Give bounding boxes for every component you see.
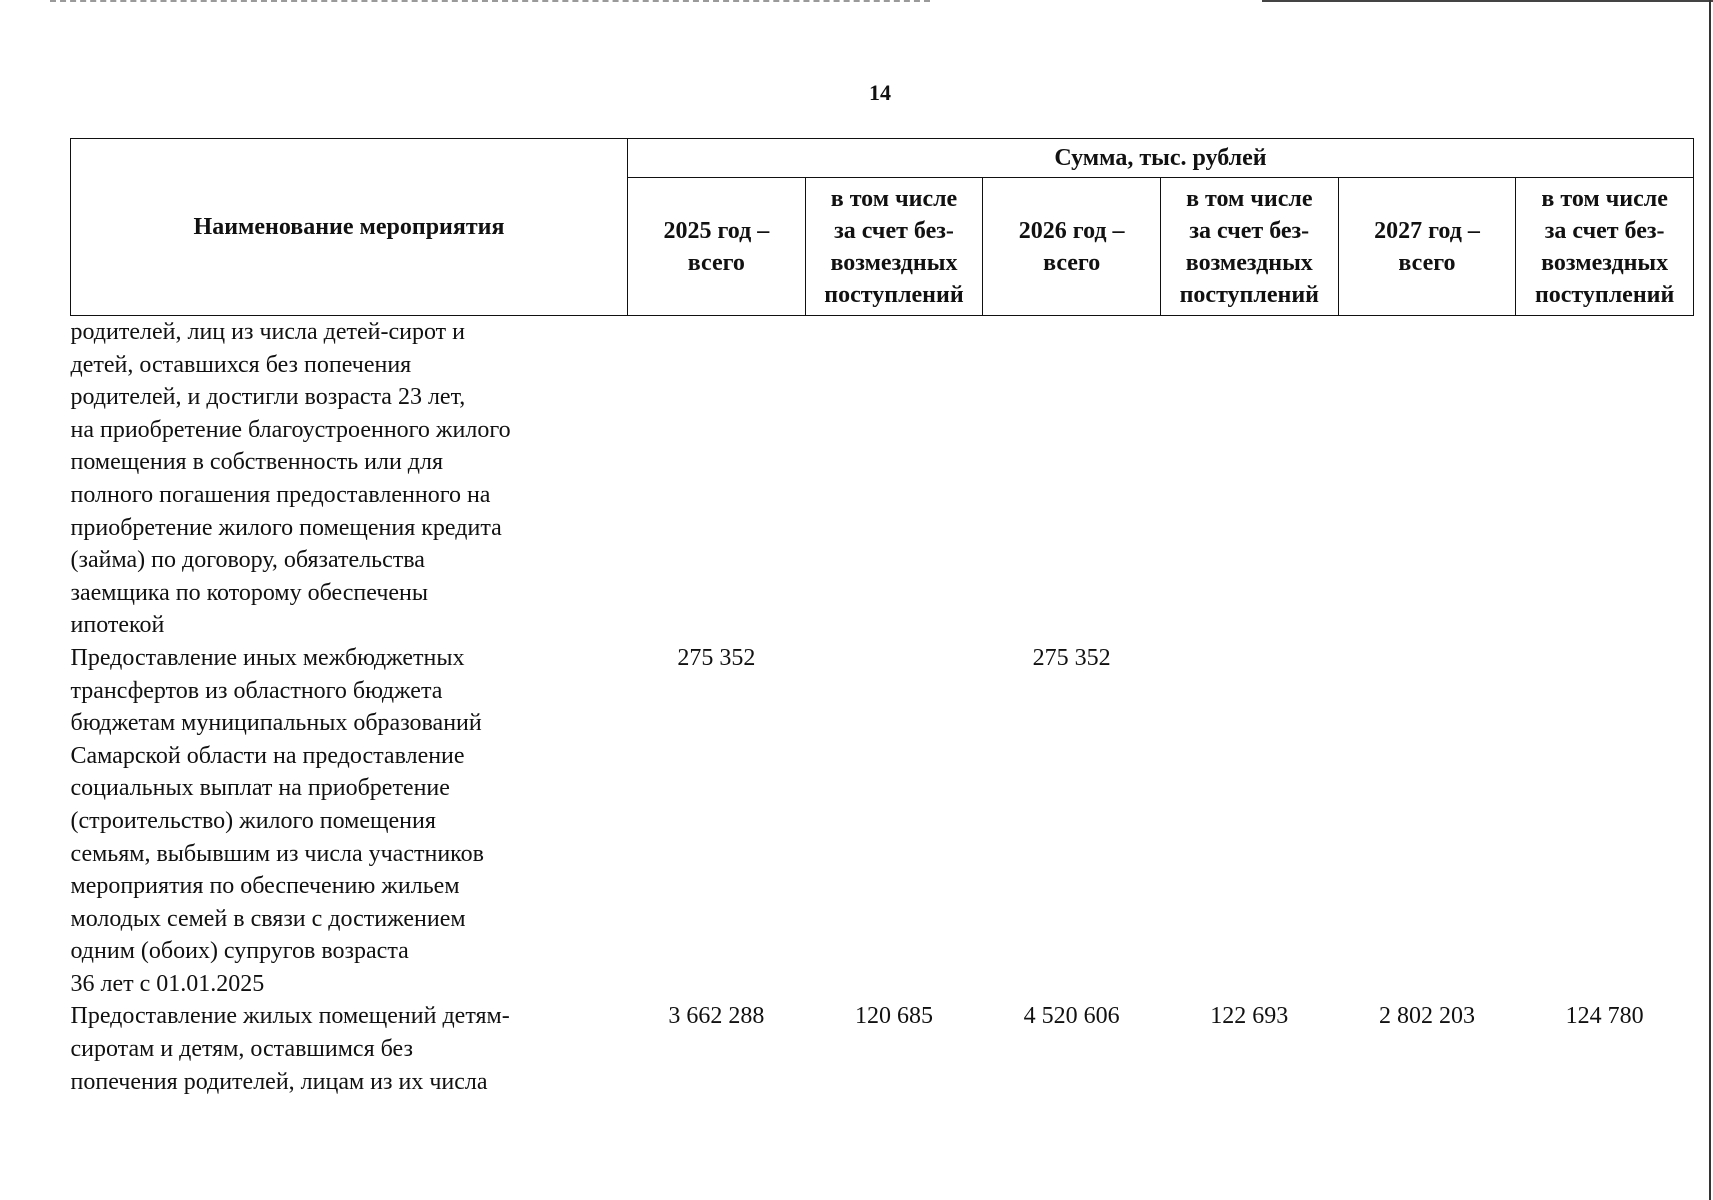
cell-2026-total bbox=[983, 316, 1161, 642]
cell-2025-total bbox=[628, 316, 806, 642]
cell-2027-total bbox=[1338, 316, 1516, 642]
cell-2025-grants bbox=[805, 642, 983, 1001]
header-2026-grants: в том числе за счет без- возмездных поступлений bbox=[1160, 178, 1338, 316]
cell-2027-total bbox=[1338, 642, 1516, 1001]
scan-top-edge-line bbox=[1262, 0, 1713, 2]
header-2025-grants: в том числе за счет без- возмездных поступлений bbox=[805, 178, 983, 316]
budget-table bbox=[70, 138, 1694, 1098]
row-name: Предоставление жилых помещений детям- сиротам и детям, оставшимся без попечения родителей, лицам из их числа bbox=[70, 1003, 510, 1095]
cell-2027-grants: 124 780 bbox=[1565, 1003, 1644, 1030]
cell-2026-grants: 122 693 bbox=[1210, 1003, 1289, 1030]
cell-2026-grants bbox=[1160, 642, 1338, 1001]
cell-2026-grants bbox=[1160, 316, 1338, 642]
cell-2026-total: 4 520 606 bbox=[1023, 1003, 1120, 1030]
header-sum-group: Сумма, тыс. рублей bbox=[628, 139, 1694, 178]
cell-2026-total: 275 352 bbox=[1032, 644, 1111, 671]
cell-2025-total: 275 352 bbox=[677, 644, 756, 671]
cell-2027-total: 2 802 203 bbox=[1378, 1003, 1475, 1030]
cell-2027-grants bbox=[1516, 316, 1694, 642]
header-2027-total: 2027 год – всего bbox=[1338, 178, 1516, 316]
scan-top-edge-dashed bbox=[50, 0, 930, 2]
header-name-column: Наименование мероприятия bbox=[71, 139, 628, 316]
row-name: Предоставление иных межбюджетных трансфертов из областного бюджета бюджетам муниципальных образований Самарской области на предоставление социальных выплат на приобретение (строительство) жилого помещения семьям, выбывшим из числа участников мероприятия по обеспечению жильем молодых семей в связи с достижением одним (обоих) супругов возраста 36 лет с 01.01.2025 bbox=[70, 644, 484, 997]
cell-2025-total: 3 662 288 bbox=[668, 1003, 765, 1030]
row-name: родителей, лиц из числа детей-сирот и детей, оставшихся без попечения родителей, и достигли возраста 23 лет, на приобретение благоустроенного жилого помещения в собственность или для полного погашения предоставленного на приобретение жилого помещения кредита (займа) по договору, обязательства заемщика по которому обеспечены ипотекой bbox=[70, 319, 511, 639]
header-2027-grants: в том числе за счет без- возмездных поступлений bbox=[1516, 178, 1694, 316]
scan-right-edge bbox=[1709, 0, 1711, 1200]
header-2025-total: 2025 год – всего bbox=[628, 178, 806, 316]
page-number: 14 bbox=[869, 80, 891, 105]
cell-2025-grants bbox=[805, 316, 983, 642]
table-row bbox=[71, 316, 1694, 642]
table-row bbox=[71, 642, 1694, 1001]
cell-2025-grants: 120 685 bbox=[854, 1003, 933, 1030]
table-row bbox=[71, 1000, 1694, 1098]
cell-2027-grants bbox=[1516, 642, 1694, 1001]
header-2026-total: 2026 год – всего bbox=[983, 178, 1161, 316]
